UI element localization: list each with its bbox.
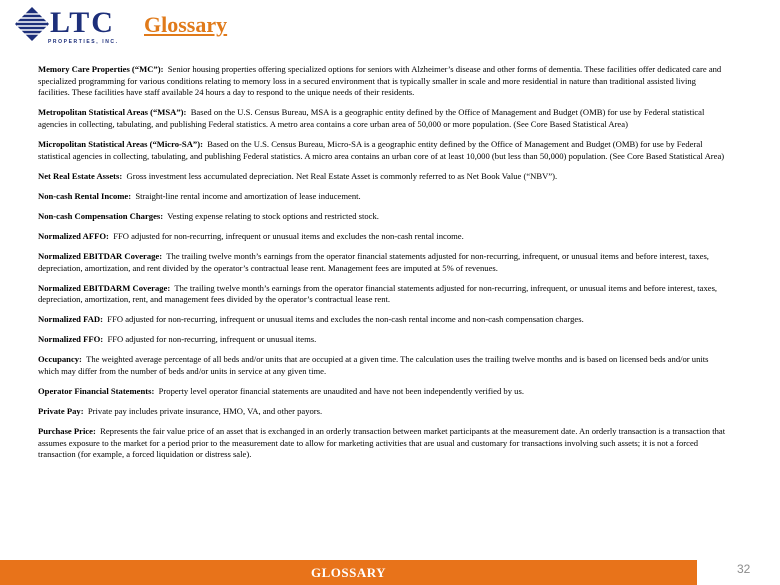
glossary-definition: Based on the U.S. Census Bureau, Micro-SA is a geographic entity defined by the Office of Management and Budget (OMB) for use by Federal statistical agencies in collecting, tabulating, and publishing Federal statistics. A micro area contains an urban core of at least 10,000 (but less than 50,000) population. (See Core Based Statistical Area)	[38, 139, 725, 161]
page-title: Glossary	[144, 12, 228, 37]
glossary-definition: Private pay includes private insurance, HMO, VA, and other payors.	[87, 405, 323, 416]
glossary-term: Occupancy:	[38, 354, 82, 365]
logo-wordmark: LTC	[50, 6, 115, 39]
page-number: 32	[737, 562, 751, 576]
glossary-definition: FFO adjusted for non-recurring, infrequent or unusual items and excludes the non-cash rental income.	[113, 230, 464, 241]
glossary-definition: Vesting expense relating to stock options and restricted stock.	[167, 210, 379, 221]
glossary-term: Normalized EBITDAR Coverage:	[38, 250, 163, 261]
glossary-entry	[38, 231, 726, 243]
glossary-entry	[38, 314, 726, 326]
glossary-entry	[38, 171, 726, 183]
glossary-term: Normalized FFO:	[38, 334, 104, 345]
glossary-entry	[38, 283, 726, 306]
glossary-entry	[38, 107, 726, 130]
glossary-term: Normalized AFFO:	[38, 230, 109, 241]
glossary-entry	[38, 139, 726, 162]
glossary-entry	[38, 406, 726, 418]
glossary-definition: Represents the fair value price of an asset that is exchanged in an orderly transaction between market participants at the measurement date. An orderly transaction is a transaction that assumes exposure to the market for a period prior to the measurement date to allow for marketing activities that are usual and customary for transactions involving such assets; it is not a forced transaction (for example, a forced liquidation or distress sale).	[38, 425, 726, 460]
glossary-entry	[38, 64, 726, 99]
company-logo	[14, 6, 120, 46]
glossary-term: Operator Financial Statements:	[38, 385, 155, 396]
glossary-definition: Straight-line rental income and amortization of lease inducement.	[135, 190, 361, 201]
glossary-definition: Gross investment less accumulated depreciation. Net Real Estate Asset is commonly referred to as Net Book Value (“NBV”).	[126, 170, 558, 181]
footer-bar	[0, 560, 697, 585]
glossary-term: Normalized EBITDARM Coverage:	[38, 282, 171, 293]
glossary-entry	[38, 386, 726, 398]
glossary-term: Micropolitan Statistical Areas (“Micro-SA”):	[38, 139, 203, 150]
glossary-definition: Property level operator financial statements are unaudited and have not been independently verified by us.	[158, 385, 524, 396]
glossary-definition: FFO adjusted for non-recurring, infrequent or unusual items.	[107, 334, 317, 345]
glossary-definition: Based on the U.S. Census Bureau, MSA is a geographic entity defined by the Office of Management and Budget (OMB) for use by Federal statistical agencies in collecting, tabulating, and publishing Federal statistics. A metro area contains a core urban area of 50,000 or more population. (See Core Based Statistical Area)	[38, 107, 705, 130]
glossary-entry	[38, 354, 726, 377]
glossary-entry	[38, 191, 726, 203]
glossary-term: Net Real Estate Assets:	[38, 170, 123, 181]
glossary-definition: Senior housing properties offering specialized options for seniors with Alzheimer’s disease and other forms of dementia. These facilities offer dedicated care and specialized programming for various conditions relating to memory loss in a secured environment that is typically smaller in scale and more residential in nature than traditional assisted living facilities. These facilities have staff available 24 hours a day to respond to the unique needs of their residents.	[38, 64, 722, 98]
glossary-entry	[38, 334, 726, 346]
glossary-definition: FFO adjusted for non-recurring, infrequent or unusual items and excludes the non-cash rental income and non-cash compensation charges.	[107, 314, 584, 325]
glossary-term: Metropolitan Statistical Areas (“MSA”):	[38, 107, 187, 118]
glossary-definition: The trailing twelve month’s earnings from the operator financial statements adjusted for non-recurring, infrequent, or unusual items and before interest, taxes, depreciation, amortization, and rent divided by the operator’s contractual lease rent. Management fees are imputed at 5% of revenues.	[38, 250, 709, 273]
glossary-term: Non-cash Compensation Charges:	[38, 210, 164, 221]
glossary-entry	[38, 426, 726, 461]
glossary-term: Memory Care Properties (“MC”):	[38, 64, 164, 74]
glossary-term: Purchase Price:	[38, 425, 96, 436]
logo-subtitle: PROPERTIES, INC.	[48, 39, 119, 45]
logo-globe-icon	[14, 6, 50, 42]
glossary-entry	[38, 251, 726, 274]
glossary-list	[38, 64, 726, 469]
glossary-definition: The trailing twelve month’s earnings from the operator financial statements adjusted for non-recurring, infrequent, or unusual items and before interest, taxes, depreciation, amortization, rent, and management fees divided by the operator’s contractual lease rent.	[38, 282, 718, 305]
glossary-definition: The weighted average percentage of all beds and/or units that are occupied at a given time. The calculation uses the trailing twelve months and is based on licensed beds and/or units which may differ from the number of beds and/or units in service at any given time.	[38, 354, 709, 376]
footer-label: GLOSSARY	[310, 565, 387, 580]
glossary-term: Normalized FAD:	[38, 314, 103, 325]
glossary-term: Non-cash Rental Income:	[38, 190, 132, 201]
glossary-entry	[38, 211, 726, 223]
glossary-term: Private Pay:	[38, 405, 84, 416]
